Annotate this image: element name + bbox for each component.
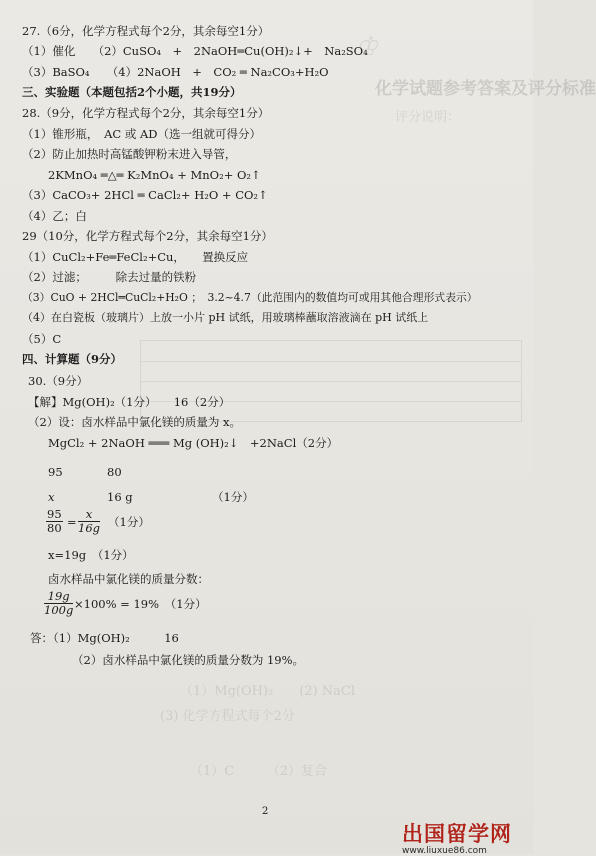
watermark-url: www.liuxue86.com bbox=[402, 846, 487, 856]
watermark-logo bbox=[402, 818, 528, 856]
ghost-line: (3) 化学方程式每个2分 bbox=[160, 709, 295, 724]
q30-equation: MgCl₂ + 2NaOH ═══ Mg (OH)₂↓ +2NaCl（2分） bbox=[48, 436, 339, 450]
q30-unknown-x: x bbox=[48, 490, 55, 504]
ghost-title: 化学试题参考答案及评分标准 bbox=[375, 79, 596, 99]
ghost-line: （1）C （2）复合 bbox=[190, 764, 327, 779]
q30-point-2: （1分） bbox=[108, 515, 150, 529]
q29-line1: （1）CuCl₂+Fe═FeCl₂+Cu， 置换反应 bbox=[22, 250, 249, 264]
q30-molar-mass-80: 80 bbox=[107, 465, 122, 479]
ghost-logo-mark: ♔ bbox=[355, 32, 379, 62]
q30-point-1: （1分） bbox=[212, 490, 254, 504]
q29-line5: （5）C bbox=[22, 332, 62, 346]
q30-solution-x: x=19g （1分） bbox=[48, 548, 134, 562]
q30-answer-2: （2）卤水样品中氯化镁的质量分数为 19%。 bbox=[72, 653, 305, 667]
q28-line4: （3）CaCO₃+ 2HCl ═ CaCl₂+ H₂O + CO₂↑ bbox=[22, 188, 268, 202]
q29-line2: （2）过滤； 除去过量的铁粉 bbox=[22, 270, 197, 284]
q30-fraction-label: 卤水样品中氯化镁的质量分数： bbox=[48, 572, 209, 586]
q29-header: 29（10分，化学方程式每个2分，其余每空1分） bbox=[22, 229, 273, 243]
q27-header: 27.（6分，化学方程式每个2分，其余每空1分） bbox=[22, 24, 270, 38]
fraction-denominator: 16g bbox=[78, 521, 100, 535]
watermark-brand: 出国留学网 bbox=[402, 822, 512, 846]
section-calculation-heading: 四、计算题（9分） bbox=[22, 352, 123, 366]
q29-line3: （3）CuO + 2HCl═CuCl₂+H₂O ； 3.2~4.7（此范围内的数值均可或用其他合理形式表示） bbox=[22, 291, 478, 304]
fraction-numerator: 95 bbox=[47, 507, 62, 521]
q29-line4: （4）在白瓷板（玻璃片）上放一小片 pH 试纸，用玻璃棒蘸取溶液滴在 pH 试纸上 bbox=[22, 311, 429, 324]
fraction-denominator: 100g bbox=[44, 603, 74, 617]
fraction-denominator: 80 bbox=[47, 521, 62, 535]
q30-mass-16g: 16 g bbox=[107, 490, 133, 504]
page-number: 2 bbox=[262, 806, 269, 817]
q28-line5: （4）乙；白 bbox=[22, 209, 87, 223]
q30-line1: 【解】Mg(OH)₂（1分） 16（2分） bbox=[28, 395, 231, 409]
q28-header: 28.（9分，化学方程式每个2分，其余每空1分） bbox=[22, 106, 270, 120]
q30-answer-1: 答：（1）Mg(OH)₂ 16 bbox=[30, 631, 179, 645]
fraction-numerator: 19g bbox=[44, 590, 73, 604]
q30-fraction-left bbox=[46, 508, 63, 535]
ghost-line: （1）Mg(OH)₂ (2) NaCl bbox=[180, 684, 356, 699]
q30-fraction-right bbox=[78, 508, 100, 535]
section-experiment-heading: 三、实验题（本题包括2个小题，共19分） bbox=[22, 85, 242, 99]
q28-line2: （2）防止加热时高锰酸钾粉末进入导管， bbox=[22, 147, 237, 161]
q30-header: 30.（9分） bbox=[28, 374, 89, 388]
q28-line1: （1）锥形瓶， AC 或 AD（选一组就可得分） bbox=[22, 127, 262, 141]
q30-molar-mass-95: 95 bbox=[48, 465, 63, 479]
ghost-subtitle: 评分说明： bbox=[395, 110, 461, 125]
q30-line2: （2）设：卤水样品中氯化镁的质量为 x。 bbox=[28, 415, 241, 429]
q28-equation: 2KMnO₄ ═△═ K₂MnO₄ + MnO₂+ O₂↑ bbox=[48, 168, 261, 182]
fraction-numerator: x bbox=[78, 508, 100, 522]
q30-equals-sign: = bbox=[67, 515, 77, 529]
q27-line2: （3）BaSO₄ （4）2NaOH + CO₂ ═ Na₂CO₃+H₂O bbox=[22, 65, 329, 79]
q30-percent-fraction bbox=[44, 590, 73, 617]
ghost-table bbox=[140, 340, 522, 422]
q27-line1: （1）催化 （2）CuSO₄ + 2NaOH═Cu(OH)₂↓+ Na₂SO₄ bbox=[22, 44, 368, 58]
q30-percent-result: ×100% = 19% （1分） bbox=[74, 597, 207, 611]
